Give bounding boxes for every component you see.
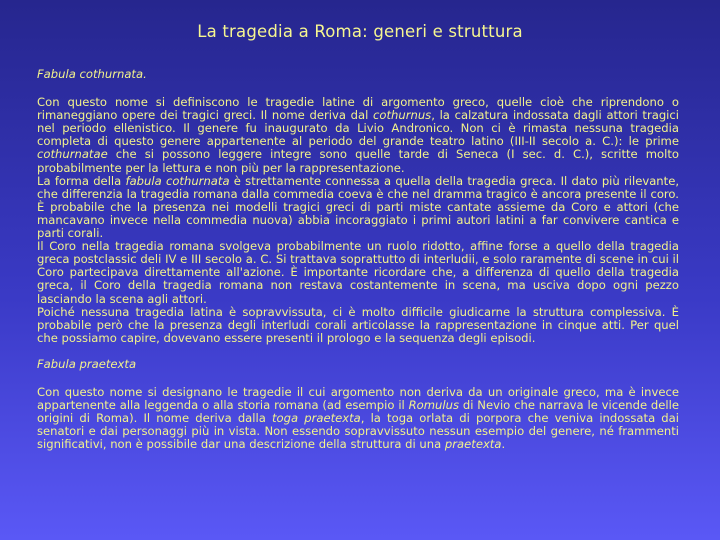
slide-body <box>37 68 679 451</box>
slide-title: La tragedia a Roma: generi e struttura <box>197 22 523 41</box>
paragraph-cothurnata-structure: Poiché nessuna tragedia latina è sopravvissuta, ci è molto difficile giudicarne la struttura complessiva. È probabile però che la presenza degli interludi corali articolasse la rappresentazione in cinque atti. Per quel che possiamo capire, dovevano essere presenti il prologo e la sequenza degli episodi. <box>37 304 679 345</box>
section-heading-praetexta: Fabula praetexta <box>37 356 137 371</box>
paragraph-cothurnata-intro: Con questo nome si definiscono le tragedie latine di argomento greco, quelle cioè che riprendono o rimaneggiano opere dei tragici greci. Il nome deriva dal cothurnus, la calzatura indossata dagli attori tragici nel periodo ellenistico. Il genere fu inaugurato da Livio Andronico. Non ci è rimasta nessuna tragedia completa di questo genere appartenente al periodo del grande teatro latino (III-II secolo a. C.): le prime cothurnatae che si possono leggere integre sono quelle tarde di Seneca (I sec. d. C.), scritte molto probabilmente per la lettura e non più per la rappresentazione. <box>37 95 679 175</box>
section-heading-cothurnata: Fabula cothurnata. <box>37 67 147 81</box>
paragraph-cothurnata-form: La forma della fabula cothurnata è strettamente connessa a quella della tragedia greca. Il dato più rilevante, che differenzia la tragedia romana dalla commedia coeva è che nel dramma tragico è ancora presente il coro. È probabile che la presenza nei modelli tragici greci di parti miste cantate assieme da Coro e attori (che mancavano invece nella commedia nuova) abbia incoraggiato i primi autori latini a far convivere cantica e parti corali. <box>37 173 680 241</box>
paragraph-cothurnata-chorus: Il Coro nella tragedia romana svolgeva probabilmente un ruolo ridotto, affine forse a quello della tragedia greca postclassic deli IV e III secolo a. C. Si trattava soprattutto di interludii, e solo raramente di scene in cui il Coro partecipava direttamente all'azione. È importante ricordare che, a differenza di quello della tragedia greca, il Coro della tragedia romana non restava costantemente in scena, ma usciva dopo ogni pezzo lasciando la scena agli attori. <box>37 239 679 306</box>
paragraph-praetexta: Con questo nome si designano le tragedie il cui argomento non deriva da un originale greco, ma è invece appartenente alla leggenda o alla storia romana (ad esempio il Romulus di Nevio che narrava le vicende delle origini di Roma). Il nome deriva dalla toga praetexta, la toga orlata di porpora che veniva indossata dai senatori e dai personaggi più in vista. Non essendo sopravvissuto nessun esempio del genere, né frammenti significativi, non è possibile dar una descrizione della struttura di una praetexta. <box>37 384 680 452</box>
